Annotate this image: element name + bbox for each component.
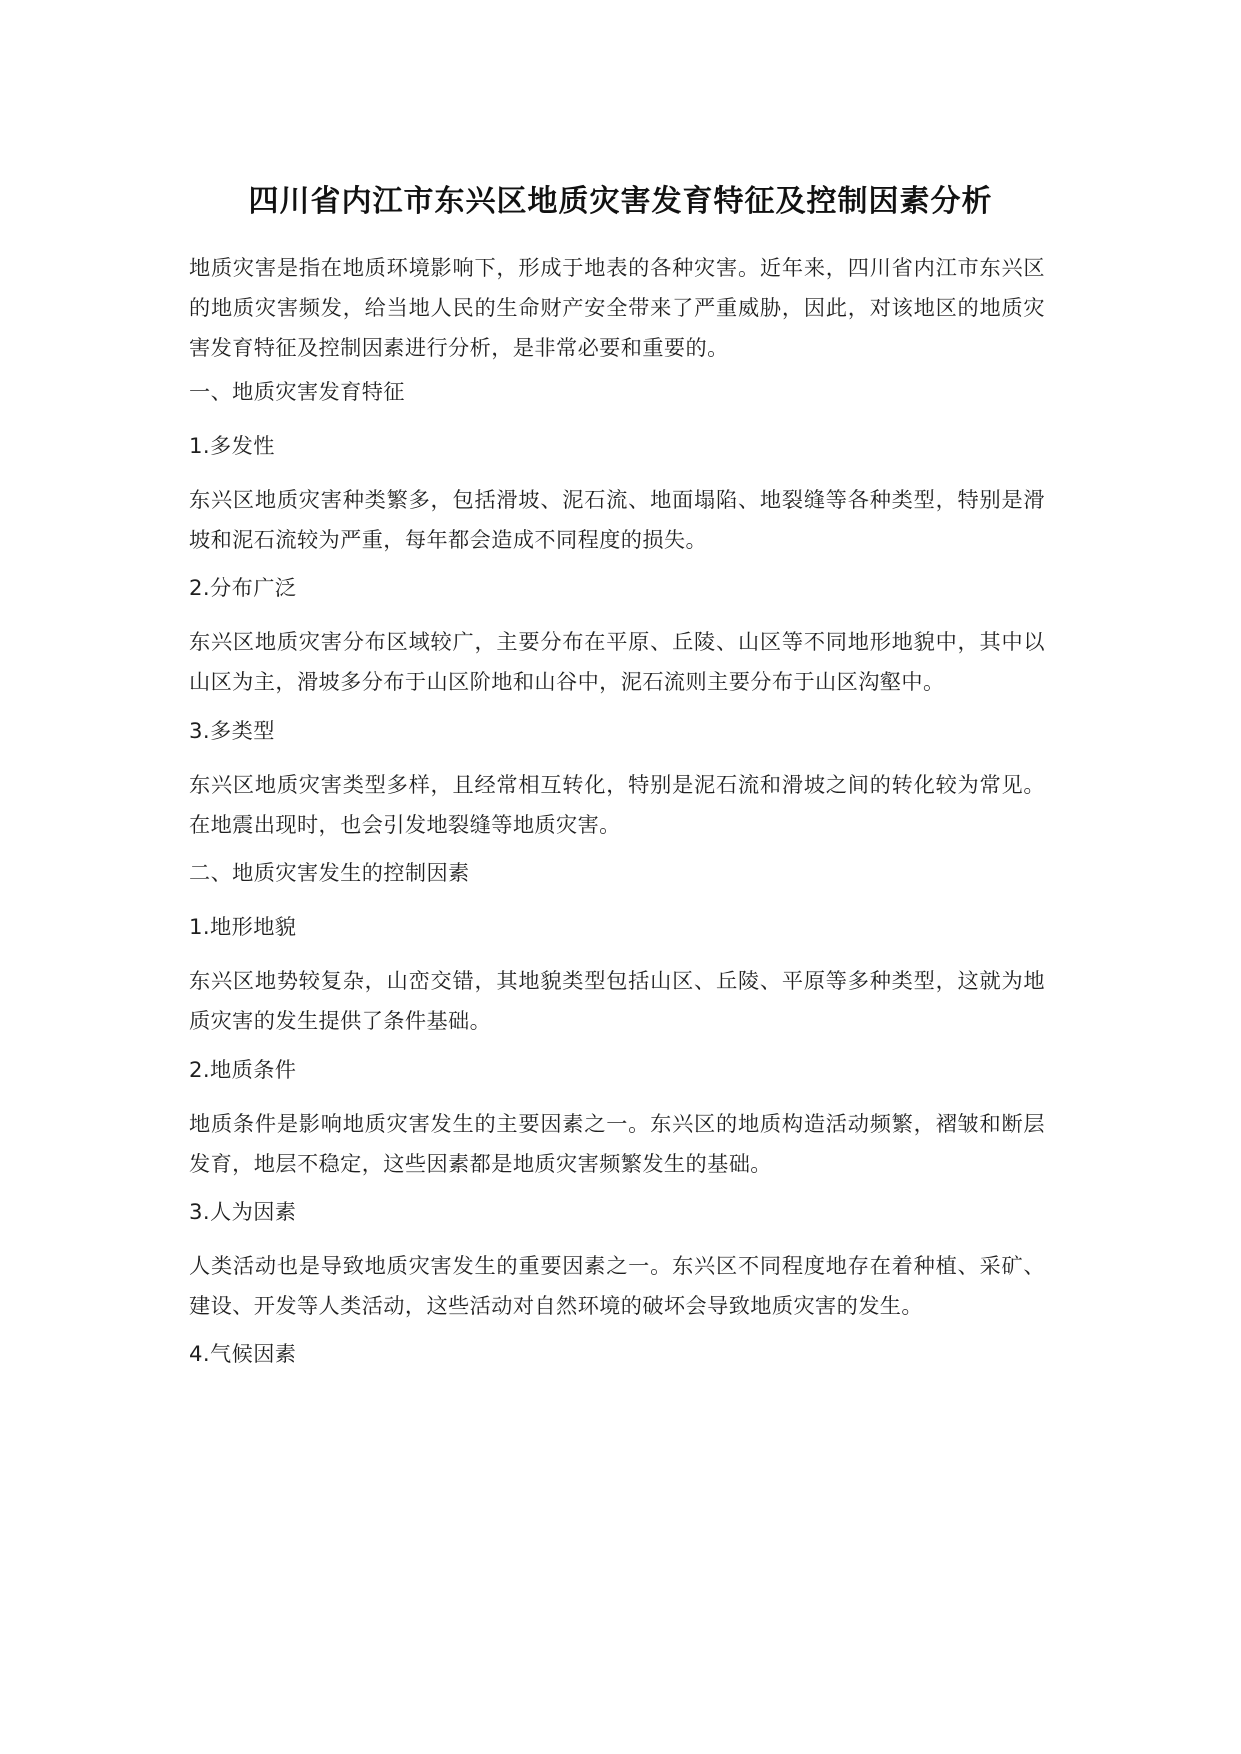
subsection-heading: 3.多类型 <box>189 718 275 743</box>
body-paragraph: 人类活动也是导致地质灾害发生的重要因素之一。东兴区不同程度地存在着种植、采矿、建设、开发等人类活动，这些活动对自然环境的破坏会导致地质灾害的发生。 <box>189 1253 1045 1318</box>
intro-paragraph: 地质灾害是指在地质环境影响下，形成于地表的各种灾害。近年来，四川省内江市东兴区的地质灾害频发，给当地人民的生命财产安全带来了严重威胁，因此，对该地区的地质灾害发育特征及控制因素进行分析，是非常必要和重要的。 <box>189 255 1045 360</box>
subsection-heading: 3.人为因素 <box>189 1199 297 1224</box>
body-paragraph: 东兴区地质灾害种类繁多，包括滑坡、泥石流、地面塌陷、地裂缝等各种类型，特别是滑坡和泥石流较为严重，每年都会造成不同程度的损失。 <box>189 487 1045 552</box>
body-paragraph: 地质条件是影响地质灾害发生的主要因素之一。东兴区的地质构造活动频繁，褶皱和断层发育，地层不稳定，这些因素都是地质灾害频繁发生的基础。 <box>189 1111 1045 1176</box>
subsection-heading: 2.分布广泛 <box>189 575 297 600</box>
subsection-heading: 2.地质条件 <box>189 1057 297 1082</box>
body-paragraph: 东兴区地质灾害类型多样，且经常相互转化，特别是泥石流和滑坡之间的转化较为常见。在地震出现时，也会引发地裂缝等地质灾害。 <box>189 772 1045 837</box>
section-heading: 二、地质灾害发生的控制因素 <box>189 860 470 885</box>
body-paragraph: 东兴区地质灾害分布区域较广，主要分布在平原、丘陵、山区等不同地形地貌中，其中以山区为主，滑坡多分布于山区阶地和山谷中，泥石流则主要分布于山区沟壑中。 <box>189 629 1045 694</box>
subsection-heading: 4.气候因素 <box>189 1341 297 1366</box>
section-heading: 一、地质灾害发育特征 <box>189 379 405 404</box>
page-title: 四川省内江市东兴区地质灾害发育特征及控制因素分析 <box>248 184 993 219</box>
body-paragraph: 东兴区地势较复杂，山峦交错，其地貌类型包括山区、丘陵、平原等多种类型，这就为地质灾害的发生提供了条件基础。 <box>189 968 1045 1033</box>
subsection-heading: 1.地形地貌 <box>189 914 297 939</box>
subsection-heading: 1.多发性 <box>189 433 275 458</box>
